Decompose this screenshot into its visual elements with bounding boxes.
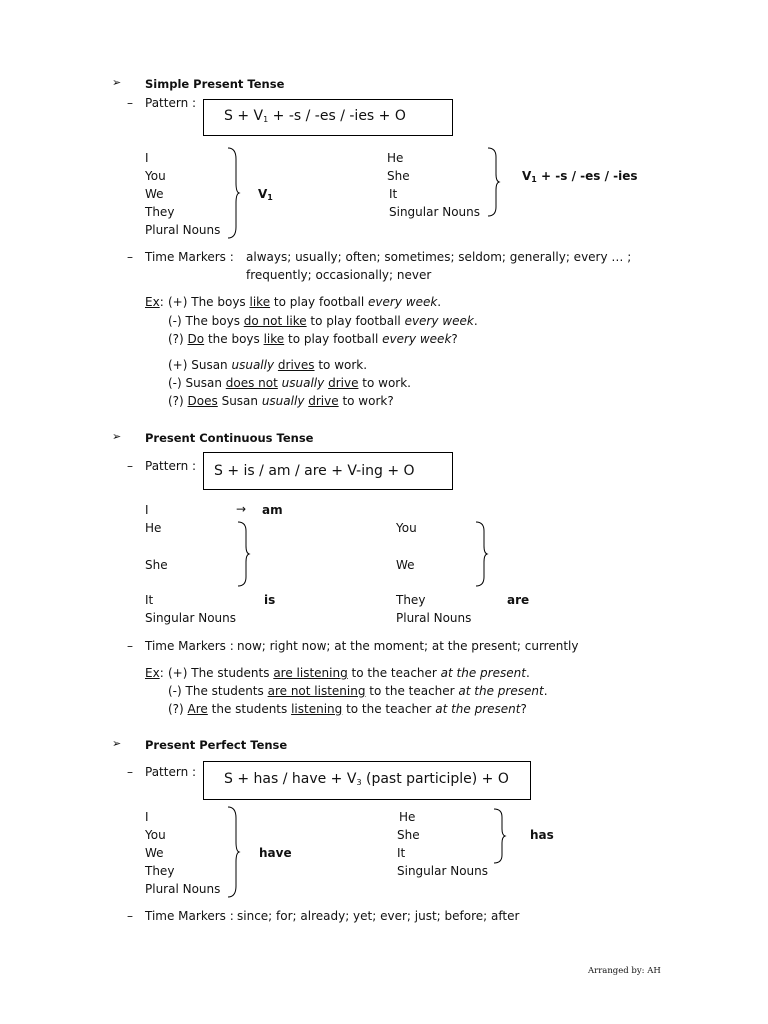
- pattern-label: Pattern :: [145, 96, 197, 110]
- example-line: (?) Do the boys like to play football every week?: [168, 332, 458, 346]
- example-line: (?) Does Susan usually drive to work?: [168, 394, 394, 408]
- bullet-arrow-icon: ➢: [112, 76, 122, 89]
- dash: –: [127, 639, 133, 653]
- brace-icon: [236, 521, 250, 587]
- brace-icon: [474, 521, 488, 587]
- dash: –: [127, 909, 133, 923]
- brace-icon: [486, 147, 500, 217]
- brace-icon: [226, 147, 240, 239]
- subject: He: [399, 810, 416, 824]
- brace-icon: [492, 808, 506, 864]
- section-title: Present Continuous Tense: [145, 431, 314, 445]
- time-markers-label: Time Markers :: [145, 909, 234, 923]
- pattern-box: S + is / am / are + V-ing + O: [203, 452, 453, 490]
- subject: We: [396, 558, 415, 572]
- verb-label: has: [530, 828, 554, 842]
- subject: It: [145, 593, 154, 607]
- subject: She: [387, 169, 410, 183]
- subject: Plural Nouns: [145, 882, 221, 896]
- subject: They: [145, 205, 175, 219]
- subject: They: [145, 864, 175, 878]
- dash: –: [127, 765, 133, 779]
- footer-credit: Arranged by: AH: [588, 966, 661, 976]
- verb-label: $V_1$: [258, 187, 273, 202]
- example-label: Ex:: [145, 295, 164, 309]
- dash: –: [127, 459, 133, 473]
- pattern-label: Pattern :: [145, 765, 197, 779]
- example-line: (+) The boys like to play football every week.: [168, 295, 442, 309]
- time-markers-label: Time Markers :: [145, 250, 234, 264]
- verb-label: are: [507, 593, 530, 607]
- time-markers: now; right now; at the moment; at the present; currently: [237, 639, 579, 653]
- subject: You: [145, 828, 166, 842]
- subject: We: [145, 846, 164, 860]
- example-line: (+) The students are listening to the teacher at the present.: [168, 666, 530, 680]
- example-line: (-) Susan does not usually drive to work.: [168, 376, 411, 390]
- brace-icon: [226, 806, 240, 898]
- verb-label: have: [259, 846, 292, 860]
- verb-label: is: [264, 593, 276, 607]
- example-line: (+) Susan usually drives to work.: [168, 358, 368, 372]
- bullet-arrow-icon: ➢: [112, 430, 122, 443]
- subject: I: [145, 810, 149, 824]
- section-title: Simple Present Tense: [145, 77, 285, 91]
- subject: I: [145, 151, 149, 165]
- subject: We: [145, 187, 164, 201]
- pattern-box: $S + V_1 + -s / -es / -ies + O$: [203, 99, 453, 136]
- example-label: Ex:: [145, 666, 164, 680]
- subject: Singular Nouns: [389, 205, 480, 219]
- example-line: (-) The students are not listening to the teacher at the present.: [168, 684, 548, 698]
- subject: Singular Nouns: [145, 611, 236, 625]
- verb-label: am: [262, 503, 283, 517]
- subject: He: [145, 521, 162, 535]
- subject: Singular Nouns: [397, 864, 488, 878]
- right-arrow-icon: →: [236, 502, 247, 516]
- subject: You: [396, 521, 417, 535]
- subject: Plural Nouns: [396, 611, 472, 625]
- time-markers: always; usually; often; sometimes; seldom; generally; every … ;: [246, 250, 632, 264]
- subject: He: [387, 151, 404, 165]
- bullet-arrow-icon: ➢: [112, 737, 122, 750]
- time-markers: since; for; already; yet; ever; just; before; after: [237, 909, 520, 923]
- pattern-box: S + has / have + $V_3$ (past participle) + O: [203, 761, 531, 800]
- subject: It: [397, 846, 406, 860]
- subject: She: [145, 558, 168, 572]
- dash: –: [127, 250, 133, 264]
- subject: Plural Nouns: [145, 223, 221, 237]
- subject: They: [396, 593, 426, 607]
- subject: You: [145, 169, 166, 183]
- section-title: Present Perfect Tense: [145, 738, 288, 752]
- subject: I: [145, 503, 149, 517]
- dash: –: [127, 96, 133, 110]
- subject: It: [389, 187, 398, 201]
- time-markers-label: Time Markers :: [145, 639, 234, 653]
- example-line: (-) The boys do not like to play football every week.: [168, 314, 478, 328]
- pattern-label: Pattern :: [145, 459, 197, 473]
- example-line: (?) Are the students listening to the teacher at the present?: [168, 702, 527, 716]
- time-markers: frequently; occasionally; never: [246, 268, 432, 282]
- verb-label: $V_1 + -s / -es / -ies$: [522, 169, 638, 184]
- subject: She: [397, 828, 420, 842]
